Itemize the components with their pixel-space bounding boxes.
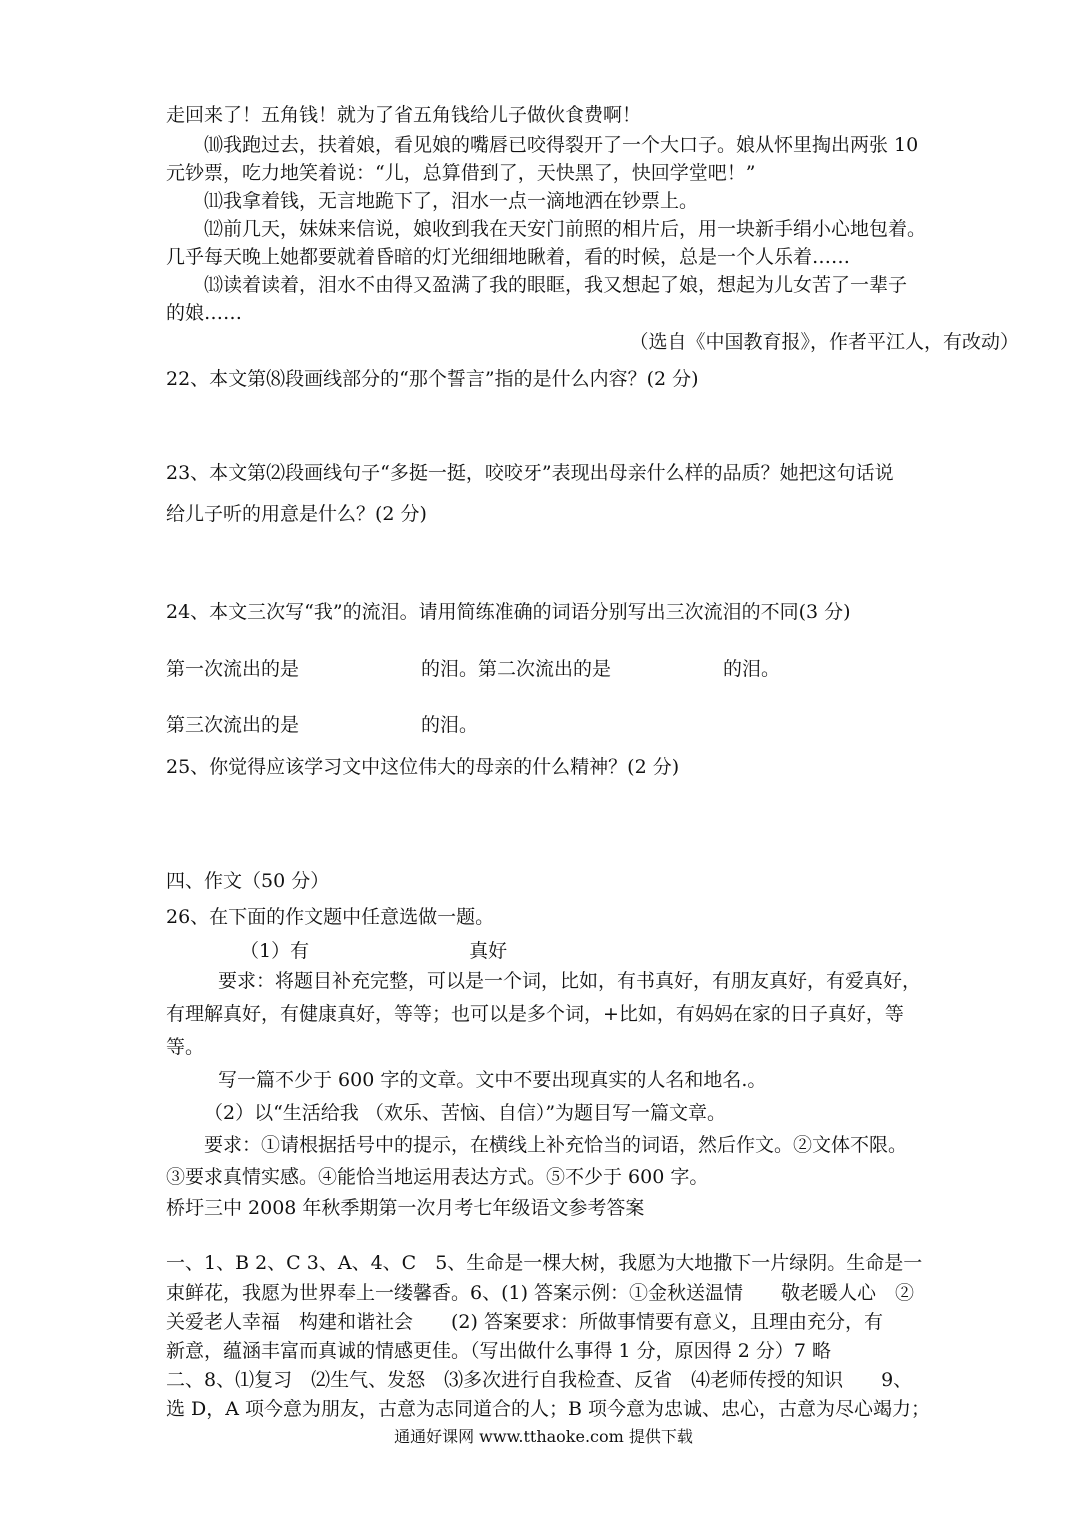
essay-requirement-1-line-1: 要求：将题目补充完整，可以是一个词，比如，有书真好，有朋友真好，有爱真好， [218, 970, 922, 992]
essay-requirement-2-line-1: 要求：①请根据括号中的提示，在横线上补充恰当的词语，然后作文。②文体不限。 [204, 1134, 908, 1156]
page-footer: 通通好课网 www.tthaoke.com 提供下载 [394, 1427, 693, 1446]
passage-line-8: 的娘…… [166, 302, 243, 324]
question-26: 26、在下面的作文题中任意选做一题。 [166, 906, 495, 928]
essay-requirement-1-line-3: 等。 [166, 1036, 205, 1058]
question-23-line-1: 23、本文第⑵段画线句子“多挺一挺，咬咬牙”表现出母亲什么样的品质？她把这句话说 [166, 462, 894, 484]
question-24-answer-line-2 [166, 712, 1021, 738]
question-24-answer-line-1 [166, 656, 1021, 682]
topic-1-suffix: 真好 [469, 940, 508, 962]
passage-paragraph-12: ⑿前几天，妹妹来信说，娘收到我在天安门前照的相片后，用一块新手绢小心地包着。 [204, 218, 927, 240]
answer-3-label: 第三次流出的是 [166, 714, 300, 736]
answer-1-suffix: 的泪。第二次流出的是 [421, 658, 612, 680]
question-24: 24、本文三次写“我”的流泪。请用简练准确的词语分别写出三次流泪的不同(3 分) [166, 601, 851, 623]
essay-requirement-2-line-2: ③要求真情实感。④能恰当地运用表达方式。⑤不少于 600 字。 [166, 1166, 709, 1188]
answer-key-title: 桥圩三中 2008 年秋季期第一次月考七年级语文参考答案 [166, 1197, 645, 1219]
passage-line-1: 走回来了！五角钱！就为了省五角钱给儿子做伙食费啊！ [166, 104, 642, 126]
question-25: 25、你觉得应该学习文中这位伟大的母亲的什么精神？(2 分) [166, 756, 680, 778]
essay-topic-2: （2）以“生活给我 （欢乐、苦恼、自信）”为题目写一篇文章。 [204, 1102, 727, 1124]
essay-requirement-1-line-4: 写一篇不少于 600 字的文章。文中不要出现真实的人名和地名.。 [218, 1069, 767, 1091]
answer-key-line-2: 束鲜花，我愿为世界奉上一缕馨香。6、(1) 答案示例：①金秋送温情 敬老暖人心 ② [166, 1282, 915, 1304]
answer-key-line-1: 一、1、B 2、C 3、A、4、C 5、生命是一棵大树，我愿为大地撒下一片绿阴。生命是一 [166, 1252, 923, 1274]
passage-line-3: 元钞票，吃力地笑着说：“儿，总算借到了，天快黑了，快回学堂吧！” [166, 162, 756, 184]
passage-line-6: 几乎每天晚上她都要就着昏暗的灯光细细地瞅着，看的时候，总是一个人乐着…… [166, 246, 851, 268]
answer-1-label: 第一次流出的是 [166, 658, 300, 680]
answer-3-suffix: 的泪。 [421, 714, 479, 736]
question-23-line-2: 给儿子听的用意是什么？(2 分) [166, 503, 427, 525]
passage-source: （选自《中国教育报》，作者平江人，有改动） [629, 331, 1019, 353]
passage-paragraph-10: ⑽我跑过去，扶着娘，看见娘的嘴唇已咬得裂开了一个大口子。娘从怀里掏出两张 10 [204, 134, 919, 156]
answer-2-suffix: 的泪。 [723, 658, 781, 680]
answer-key-line-3: 关爱老人幸福 构建和谐社会 (2) 答案要求：所做事情要有意义，且理由充分，有 [166, 1311, 883, 1333]
passage-paragraph-11: ⑾我拿着钱，无言地跪下了，泪水一点一滴地洒在钞票上。 [204, 190, 699, 212]
essay-heading: 四、作文（50 分） [166, 870, 330, 892]
topic-1-prefix: （1）有 [240, 940, 310, 962]
essay-topic-1 [240, 938, 1021, 964]
passage-paragraph-13: ⒀读着读着，泪水不由得又盈满了我的眼眶，我又想起了娘，想起为儿女苦了一辈子 [204, 274, 908, 296]
question-22: 22、本文第⑻段画线部分的“那个誓言”指的是什么内容？(2 分) [166, 368, 699, 390]
answer-key-line-4: 新意，蕴涵丰富而真诚的情感更佳。（写出做什么事得 1 分，原因得 2 分）7 略 [166, 1340, 831, 1362]
answer-key-line-5: 二、8、⑴复习 ⑵生气、发怒 ⑶多次进行自我检查、反省 ⑷老师传授的知识 9、 [166, 1369, 913, 1391]
answer-key-line-6: 选 D，A 项今意为朋友，古意为志同道合的人；B 项今意为忠诚、忠心，古意为尽心竭力； [166, 1398, 931, 1420]
essay-requirement-1-line-2: 有理解真好，有健康真好，等等；也可以是多个词，+比如，有妈妈在家的日子真好，等 [166, 1003, 904, 1025]
